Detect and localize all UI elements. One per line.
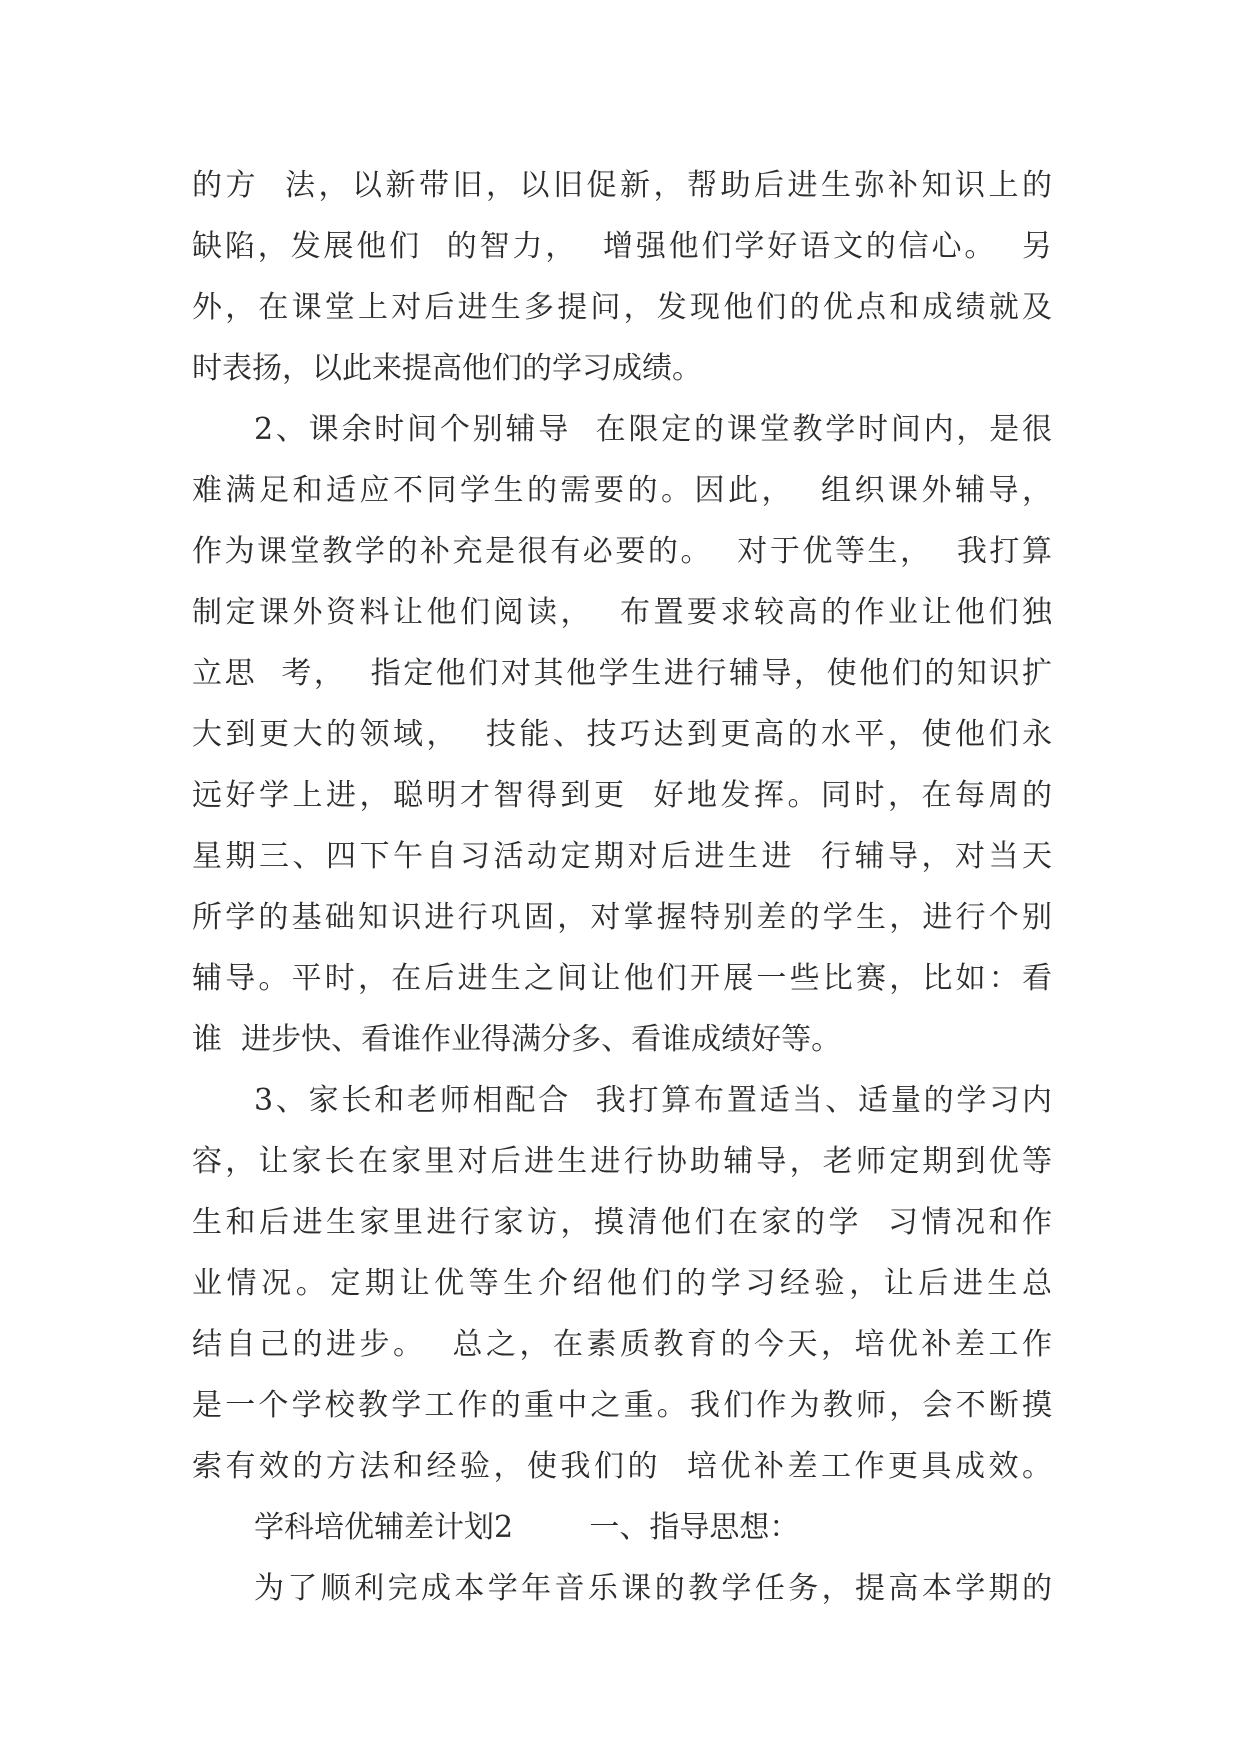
text-line: 星期三、四下午自习活动定期对后进生进 行辅导，对当天 bbox=[192, 839, 1052, 874]
text-line: 缺陷，发展他们 的智力， 增强他们学好语文的信心。 另 bbox=[192, 229, 1052, 264]
section-heading: 学科培优辅差计划2 一、指导思想： bbox=[254, 1510, 800, 1545]
text-line: 业情况。定期让优等生介绍他们的学习经验，让后进生总 bbox=[192, 1266, 1052, 1301]
text-line: 远好学上进，聪明才智得到更 好地发挥。同时，在每周的 bbox=[192, 778, 1052, 813]
text-line: 难满足和适应不同学生的需要的。因此， 组织课外辅导， bbox=[192, 473, 1052, 508]
text-line: 是一个学校教学工作的重中之重。我们作为教师，会不断摸 bbox=[192, 1388, 1052, 1423]
text-line: 2、课余时间个别辅导 在限定的课堂教学时间内，是很 bbox=[254, 412, 1052, 447]
text-line: 制定课外资料让他们阅读， 布置要求较高的作业让他们独 bbox=[192, 595, 1052, 630]
text-line: 容，让家长在家里对后进生进行协助辅导，老师定期到优等 bbox=[192, 1144, 1052, 1179]
text-line: 辅导。平时，在后进生之间让他们开展一些比赛，比如：看 bbox=[192, 961, 1052, 996]
text-line: 3、家长和老师相配合 我打算布置适当、适量的学习内 bbox=[254, 1083, 1052, 1118]
text-line: 的方 法，以新带旧，以旧促新，帮助后进生弥补知识上的 bbox=[192, 168, 1052, 203]
body-text bbox=[192, 155, 1052, 1619]
text-line: 结自己的进步。 总之，在素质教育的今天，培优补差工作 bbox=[192, 1327, 1052, 1362]
text-line: 为了顺利完成本学年音乐课的教学任务，提高本学期的 bbox=[254, 1571, 1052, 1606]
text-line: 所学的基础知识进行巩固，对掌握特别差的学生，进行个别 bbox=[192, 900, 1052, 935]
text-line: 作为课堂教学的补充是很有必要的。 对于优等生， 我打算 bbox=[192, 534, 1052, 569]
text-line: 外，在课堂上对后进生多提问，发现他们的优点和成绩就及 bbox=[192, 290, 1052, 325]
text-line: 生和后进生家里进行家访，摸清他们在家的学 习情况和作 bbox=[192, 1205, 1052, 1240]
text-line: 索有效的方法和经验，使我们的 培优补差工作更具成效。 bbox=[192, 1449, 1052, 1484]
text-line: 大到更大的领域， 技能、技巧达到更高的水平，使他们永 bbox=[192, 717, 1052, 752]
text-line: 时表扬，以此来提高他们的学习成绩。 bbox=[192, 351, 702, 386]
text-line: 立思 考， 指定他们对其他学生进行辅导，使他们的知识扩 bbox=[192, 656, 1052, 691]
text-line: 谁 进步快、看谁作业得满分多、看谁成绩好等。 bbox=[192, 1022, 842, 1057]
